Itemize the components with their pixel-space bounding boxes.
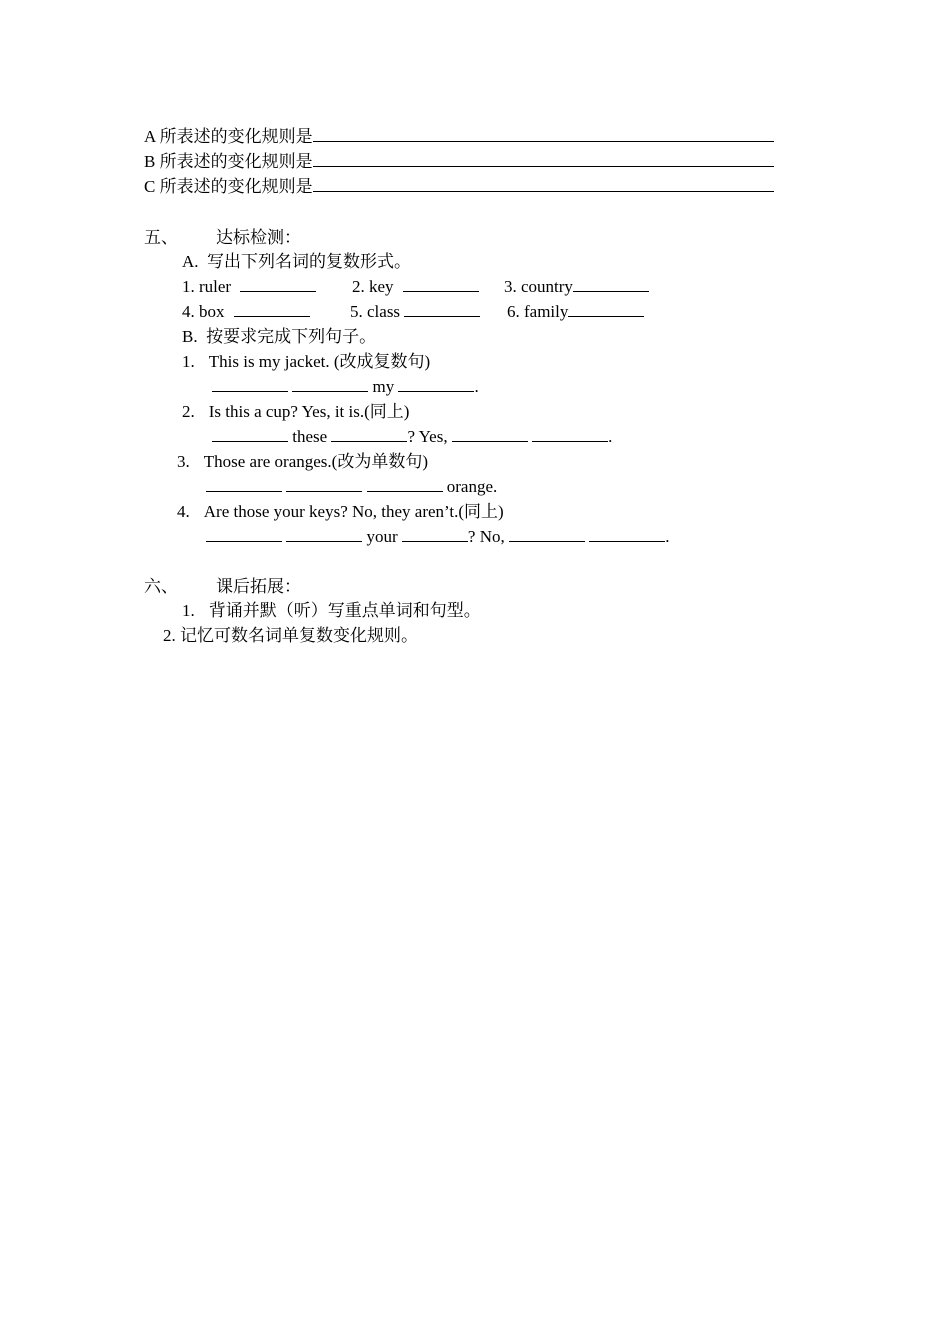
section5-heading [144,227,301,249]
q3-blank-3[interactable] [367,476,443,492]
part-b-q2: 2. Is this a cup? Yes, it is.(同上) [182,402,410,421]
part-b-q4: 4. Are those your keys? No, they aren’t.(同上) [177,502,504,521]
part-b-q4-answer: your ? No, . [206,526,670,548]
q2-blank-3[interactable] [452,426,528,442]
q1-blank-3[interactable] [398,376,474,392]
class-blank[interactable] [404,301,480,317]
section6-number: 六、 [144,577,178,596]
part-a-heading: A. 写出下列名词的复数形式。 [182,252,412,271]
part-a-item-6: 6. family [507,301,644,323]
section6-item-1: 1. 背诵并默（听）写重点单词和句型。 [182,601,481,620]
rule-a-label: A 所表述的变化规则是 [144,127,313,146]
part-b-q3-answer: orange. [206,476,497,498]
section5-title: 达标检测： [216,228,301,247]
q4-blank-4[interactable] [509,526,585,542]
rule-c-label: C 所表述的变化规则是 [144,177,313,196]
q1-blank-1[interactable] [212,376,288,392]
q4-blank-1[interactable] [206,526,282,542]
part-b-q3: 3. Those are oranges.(改为单数句) [177,452,428,471]
part-a-item-2: 2. key [352,276,479,298]
rule-b-line [144,151,774,173]
part-a-item-3: 3. country [504,276,649,298]
key-blank[interactable] [403,276,479,292]
ruler-blank[interactable] [240,276,316,292]
part-b-q2-answer: these ? Yes, . [212,426,612,448]
q4-blank-5[interactable] [589,526,665,542]
family-blank[interactable] [568,301,644,317]
part-a-item-5: 5. class [350,301,480,323]
rule-a-line [144,126,774,148]
q4-blank-2[interactable] [286,526,362,542]
q2-blank-1[interactable] [212,426,288,442]
country-blank[interactable] [573,276,649,292]
q3-blank-2[interactable] [286,476,362,492]
part-b-q1-answer: my . [212,376,479,398]
section6-item-2: 2. 记忆可数名词单复数变化规则。 [163,626,418,645]
q1-blank-2[interactable] [292,376,368,392]
rule-b-label: B 所表述的变化规则是 [144,152,313,171]
q4-blank-3[interactable] [402,526,468,542]
section6-title: 课后拓展： [216,577,301,596]
rule-b-blank[interactable] [313,151,774,167]
rule-a-blank[interactable] [313,126,774,142]
rule-c-blank[interactable] [313,176,774,192]
section5-number: 五、 [144,228,178,247]
part-b-heading: B. 按要求完成下列句子。 [182,327,377,346]
section6-heading [144,576,301,598]
box-blank[interactable] [234,301,310,317]
q2-blank-4[interactable] [532,426,608,442]
part-a-item-4: 4. box [182,301,310,323]
q3-blank-1[interactable] [206,476,282,492]
part-b-q1: 1. This is my jacket. (改成复数句) [182,352,431,371]
q2-blank-2[interactable] [331,426,407,442]
part-a-item-1: 1. ruler [182,276,316,298]
rule-c-line [144,176,774,198]
